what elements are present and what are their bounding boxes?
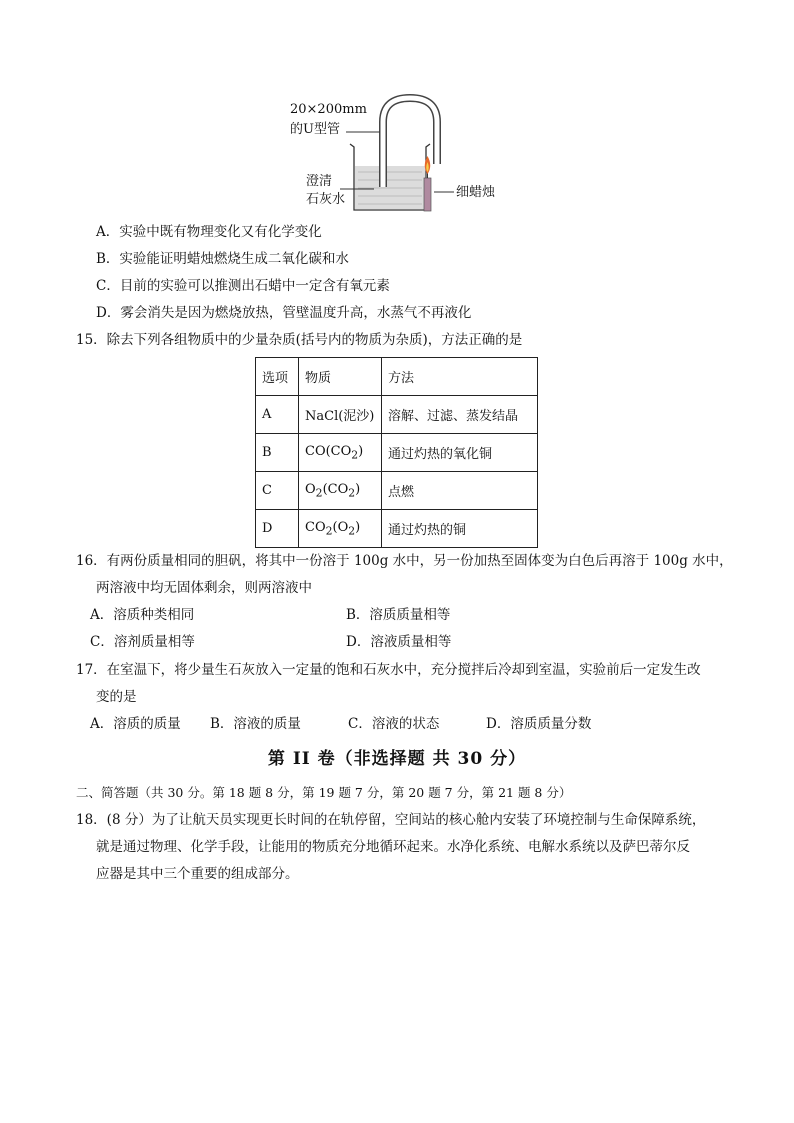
row-method: 通过灼热的氧化铜 bbox=[382, 434, 538, 472]
table-row bbox=[256, 434, 538, 472]
header-option: 选项 bbox=[256, 358, 299, 396]
q16-option-d: D．溶液质量相等 bbox=[346, 634, 452, 650]
q18-line3: 应器是其中三个重要的组成部分。 bbox=[96, 866, 299, 882]
q16-stem-line1: 16．有两份质量相同的胆矾，将其中一份溶于 100g 水中，另一份加热至固体变为白色后再溶于 100g 水中， bbox=[76, 553, 733, 569]
tube-label-name: 的U型管 bbox=[290, 122, 340, 137]
table-row bbox=[256, 472, 538, 510]
liquid-label-2: 石灰水 bbox=[306, 192, 346, 207]
row-substance: $CO_2(O_2)$ bbox=[299, 510, 382, 548]
q17-option-a: A．溶质的质量 bbox=[90, 716, 181, 732]
q16-option-a: A．溶质种类相同 bbox=[90, 607, 195, 623]
q14-option-d: D．雾会消失是因为燃烧放热，管壁温度升高，水蒸气不再液化 bbox=[96, 305, 472, 321]
q14-option-a: A．实验中既有物理变化又有化学变化 bbox=[96, 224, 322, 240]
q17-option-b: B．溶液的质量 bbox=[210, 716, 301, 732]
experiment-figure bbox=[288, 92, 508, 214]
row-option: B bbox=[256, 434, 299, 472]
limewater bbox=[355, 166, 425, 209]
section-heading: 第 II 卷（非选择题 共 30 分） bbox=[267, 749, 527, 769]
row-option: A bbox=[256, 396, 299, 434]
row-option: C bbox=[256, 472, 299, 510]
liquid-label-1: 澄清 bbox=[306, 174, 333, 189]
q16-option-c: C．溶剂质量相等 bbox=[90, 634, 195, 650]
q17-stem-line1: 17．在室温下，将少量生石灰放入一定量的饱和石灰水中，充分搅拌后冷却到室温，实验前后一定发生改 bbox=[76, 662, 701, 678]
q18-line1: 18．(8 分）为了让航天员实现更长时间的在轨停留，空间站的核心舱内安装了环境控制与生命保障系统， bbox=[76, 812, 706, 828]
candle bbox=[424, 178, 431, 211]
q17-stem-line2: 变的是 bbox=[96, 689, 137, 705]
table-row bbox=[256, 396, 538, 434]
row-method: 通过灼热的铜 bbox=[382, 510, 538, 548]
row-substance: $CO(CO_2)$ bbox=[299, 434, 382, 472]
q17-option-d: D．溶质质量分数 bbox=[486, 716, 592, 732]
table-header-row bbox=[256, 358, 538, 396]
q15-table bbox=[255, 357, 538, 548]
q15-stem: 15．除去下列各组物质中的少量杂质(括号内的物质为杂质)，方法正确的是 bbox=[76, 332, 523, 348]
candle-label: 细蜡烛 bbox=[456, 185, 496, 200]
header-substance: 物质 bbox=[299, 358, 382, 396]
row-method: 点燃 bbox=[382, 472, 538, 510]
q18-line2: 就是通过物理、化学手段，让能用的物质充分地循环起来。水净化系统、电解水系统以及萨巴蒂尔反 bbox=[96, 839, 690, 855]
q14-option-b: B．实验能证明蜡烛燃烧生成二氧化碳和水 bbox=[96, 251, 349, 267]
q16-option-b: B．溶质质量相等 bbox=[346, 607, 451, 623]
q16-stem-line2: 两溶液中均无固体剩余，则两溶液中 bbox=[96, 580, 312, 596]
row-substance: NaCl(泥沙) bbox=[299, 396, 382, 434]
tube-label-size: 20×200mm bbox=[290, 102, 367, 117]
row-method: 溶解、过滤、蒸发结晶 bbox=[382, 396, 538, 434]
row-substance: $O_2(CO_2)$ bbox=[299, 472, 382, 510]
q14-option-c: C．目前的实验可以推测出石蜡中一定含有氧元素 bbox=[96, 278, 390, 294]
header-method: 方法 bbox=[382, 358, 538, 396]
row-option: D bbox=[256, 510, 299, 548]
section-subheading: 二、简答题（共 30 分。第 18 题 8 分，第 19 题 7 分，第 20 题 7 分，第 21 题 8 分） bbox=[76, 785, 572, 800]
table-row bbox=[256, 510, 538, 548]
q17-option-c: C．溶液的状态 bbox=[348, 716, 440, 732]
